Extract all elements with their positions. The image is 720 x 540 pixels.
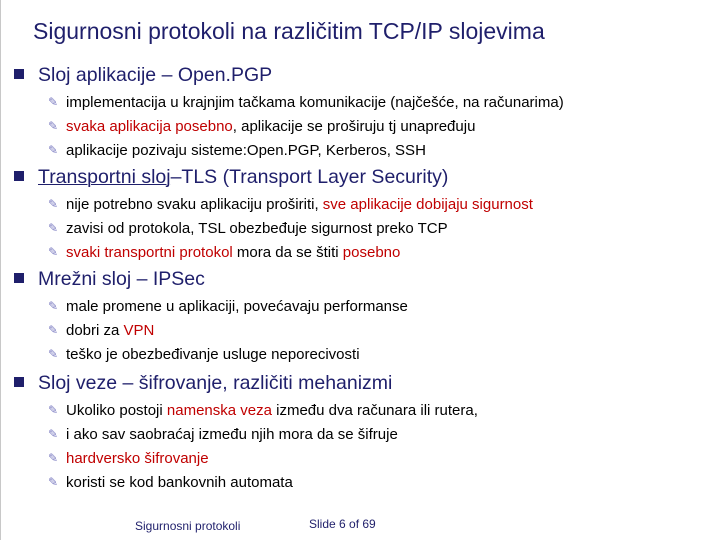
footer-title: Sigurnosni protokoli: [135, 519, 241, 533]
item-text: zavisi od protokola, TSL obezbeđuje sigurnost preko TCP: [66, 220, 448, 237]
list-item: [48, 118, 475, 135]
list-item: [48, 196, 533, 213]
item-text-emphasis: posebno: [342, 244, 401, 261]
item-text: aplikacije pozivaju sisteme:Open.PGP, Kerberos, SSH: [66, 142, 426, 159]
item-text-emphasis: sve aplikacije dobijaju sigurnost: [322, 196, 533, 213]
item-text: nije potrebno svaku aplikaciju proširiti,: [66, 196, 323, 213]
heading-part-a: Mrežni sloj: [38, 268, 132, 290]
item-text: dobri za: [66, 322, 124, 339]
pen-bullet-icon: ✎: [48, 221, 59, 235]
item-text: mora da se štiti: [232, 244, 343, 261]
square-bullet-icon: [14, 377, 24, 387]
list-item: [48, 426, 398, 443]
list-item: [48, 94, 564, 111]
list-item: [48, 322, 154, 339]
pen-bullet-icon: ✎: [48, 403, 59, 417]
item-text-emphasis: hardversko šifrovanje: [66, 450, 209, 467]
pen-bullet-icon: ✎: [48, 347, 59, 361]
heading-part-b: – IPSec: [131, 268, 205, 290]
list-item: [48, 220, 448, 237]
item-text-emphasis: namenska veza: [166, 402, 272, 419]
pen-bullet-icon: ✎: [48, 299, 59, 313]
square-bullet-icon: [14, 69, 24, 79]
list-item: [48, 474, 293, 491]
item-text: Ukoliko postoji: [66, 402, 167, 419]
section-heading-transport: [14, 166, 448, 189]
pen-bullet-icon: ✎: [48, 95, 59, 109]
pen-bullet-icon: ✎: [48, 475, 59, 489]
pen-bullet-icon: ✎: [48, 323, 59, 337]
pen-bullet-icon: ✎: [48, 451, 59, 465]
item-text: između dva računara ili rutera,: [271, 402, 478, 419]
heading-part-b: – šifrovanje, različiti mehanizmi: [117, 372, 393, 394]
list-item: [48, 298, 408, 315]
list-item: [48, 142, 426, 159]
item-text: , aplikacije se proširuju tj unapređuju: [232, 118, 476, 135]
heading-part-a: Sloj veze: [38, 372, 118, 394]
slide-number: Slide 6 of 69: [309, 517, 376, 531]
item-text: implementacija u krajnjim tačkama komunikacije (najčešće, na računarima): [66, 94, 564, 111]
pen-bullet-icon: ✎: [48, 197, 59, 211]
list-item: [48, 450, 209, 467]
item-text: teško je obezbeđivanje usluge neporecivosti: [66, 346, 360, 363]
item-text-emphasis: VPN: [123, 322, 155, 339]
item-text-emphasis: svaka aplikacija posebno: [66, 118, 233, 135]
slide-title: Sigurnosni protokoli na različitim TCP/IP slojevima: [33, 18, 545, 44]
section-heading-network: [14, 268, 205, 291]
heading-part-b: –TLS (Transport Layer Security): [170, 166, 449, 188]
list-item: [48, 402, 478, 419]
list-item: [48, 346, 360, 363]
pen-bullet-icon: ✎: [48, 427, 59, 441]
item-text: i ako sav saobraćaj između njih mora da se šifruje: [66, 426, 398, 443]
item-text: koristi se kod bankovnih automata: [66, 474, 293, 491]
item-text: male promene u aplikaciji, povećavaju performanse: [66, 298, 408, 315]
item-text-emphasis: svaki transportni protokol: [66, 244, 233, 261]
section-heading-application: [14, 64, 272, 87]
section-heading-link: [14, 372, 392, 395]
pen-bullet-icon: ✎: [48, 119, 59, 133]
pen-bullet-icon: ✎: [48, 245, 59, 259]
heading-part-a: Sloj aplikacije: [38, 64, 157, 86]
list-item: [48, 244, 400, 261]
square-bullet-icon: [14, 171, 24, 181]
square-bullet-icon: [14, 273, 24, 283]
pen-bullet-icon: ✎: [48, 143, 59, 157]
heading-part-a: Transportni sloj: [38, 166, 171, 188]
heading-part-b: – Open.PGP: [156, 64, 273, 86]
